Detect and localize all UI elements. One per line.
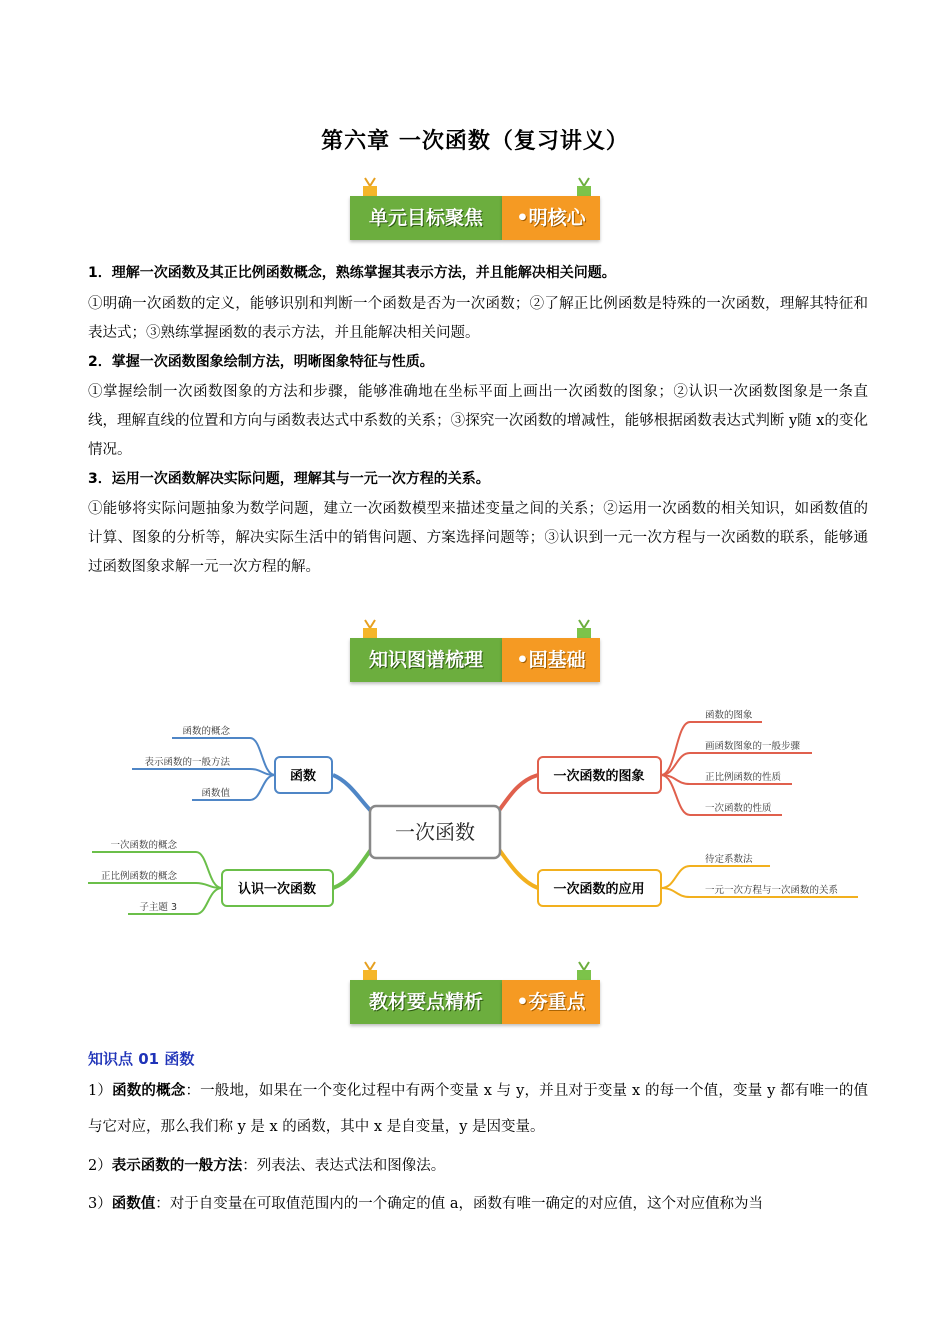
- list-number: 1）: [88, 1083, 113, 1099]
- banner-orange-text: •夯重点: [502, 980, 600, 1024]
- term-label: 函数值: [111, 1196, 156, 1212]
- page-title: 第六章 一次函数（复习讲义）: [321, 129, 629, 154]
- banner-orange-text: •明核心: [502, 196, 600, 240]
- banner-green-text: 知识图谱梳理: [350, 638, 502, 682]
- mindmap-leaf: 一元一次方程与一次函数的关系: [705, 885, 839, 896]
- mindmap-branch-app-label: 一次函数的应用: [553, 882, 645, 897]
- goal-1-heading: 1．理解一次函数及其正比例函数概念，熟练掌握其表示方法，并且能解决相关问题。: [88, 265, 616, 281]
- term-definition: ：对于自变量在可取值范围内的一个确定的值 a，函数有唯一确定的对应值，这个对应值称为当: [155, 1196, 763, 1212]
- kp1-paragraph-3: [88, 1186, 868, 1222]
- mindmap-leaf: 子主题 3: [139, 902, 177, 913]
- mindmap-leaf: 表示函数的一般方法: [144, 757, 230, 768]
- banner-green-text: 单元目标聚焦: [350, 196, 502, 240]
- mindmap-leaf: 函数值: [201, 788, 230, 799]
- kp1-paragraph-1: [88, 1073, 868, 1145]
- goal-1-body: ①明确一次函数的定义，能够识别和判断一个函数是否为一次函数；②了解正比例函数是特殊的一次函数，理解其特征和表达式；③熟练掌握函数的表示方法，并且能解决相关问题。: [88, 296, 868, 341]
- term-definition: ：列表法、表达式法和图像法。: [242, 1158, 446, 1174]
- mindmap-leaf: 待定系数法: [705, 854, 753, 865]
- goal-2-heading: 2．掌握一次函数图象绘制方法，明晰图象特征与性质。: [88, 354, 434, 370]
- mind-map: [0, 700, 950, 930]
- banner-orange-text: •固基础: [502, 638, 600, 682]
- mindmap-leaf: 画函数图象的一般步骤: [705, 741, 801, 752]
- section-banner-goals: [350, 196, 600, 240]
- list-number: 3）: [88, 1196, 112, 1212]
- mindmap-center-label: 一次函数: [395, 820, 475, 844]
- mindmap-leaf: 一次函数的概念: [110, 840, 177, 851]
- knowledge-point-title: 知识点 01 函数: [88, 1050, 195, 1068]
- mindmap-leaf: 函数的概念: [182, 726, 230, 737]
- term-label: 表示函数的一般方法: [111, 1158, 243, 1174]
- banner-green-text: 教材要点精析: [350, 980, 502, 1024]
- term-definition: ：一般地，如果在一个变化过程中有两个变量 x 与 y，并且对于变量 x 的每一个值，变量 y 都有唯一的值与它对应，那么我们称 y 是 x 的函数，其中 x 是自变量，y 是因变量。: [88, 1083, 868, 1135]
- mindmap-leaf: 一次函数的性质: [705, 803, 772, 814]
- mindmap-branch-graph-label: 一次函数的图象: [553, 769, 645, 784]
- kp1-paragraph-2: [88, 1148, 868, 1184]
- goal-2-body: ①掌握绘制一次函数图象的方法和步骤，能够准确地在坐标平面上画出一次函数的图象；②认识一次函数图象是一条直线，理解直线的位置和方向与函数表达式中系数的关系；③探究一次函数的增减性，能够根据函数表达式判断 y随 x的变化情况。: [88, 384, 868, 458]
- goal-3-heading: 3．运用一次函数解决实际问题，理解其与一元一次方程的关系。: [88, 471, 490, 487]
- mindmap-leaf: 正比例函数的性质: [705, 772, 782, 783]
- section-banner-points: [350, 980, 600, 1024]
- mindmap-branch-know-label: 认识一次函数: [237, 882, 317, 897]
- mindmap-leaf: 正比例函数的概念: [100, 871, 177, 882]
- mindmap-branch-fn-label: 函数: [289, 769, 317, 784]
- goal-3-body: ①能够将实际问题抽象为数学问题，建立一次函数模型来描述变量之间的关系；②运用一次函数的相关知识，如函数值的计算、图象的分析等，解决实际生活中的销售问题、方案选择问题等；③认识到一元一次方程与一次函数的联系，能够通过函数图象求解一元一次方程的解。: [88, 501, 868, 575]
- list-number: 2）: [88, 1158, 112, 1174]
- mindmap-leaf: 函数的图象: [705, 710, 753, 721]
- section-banner-map: [350, 638, 600, 682]
- term-label: 函数的概念: [112, 1083, 186, 1099]
